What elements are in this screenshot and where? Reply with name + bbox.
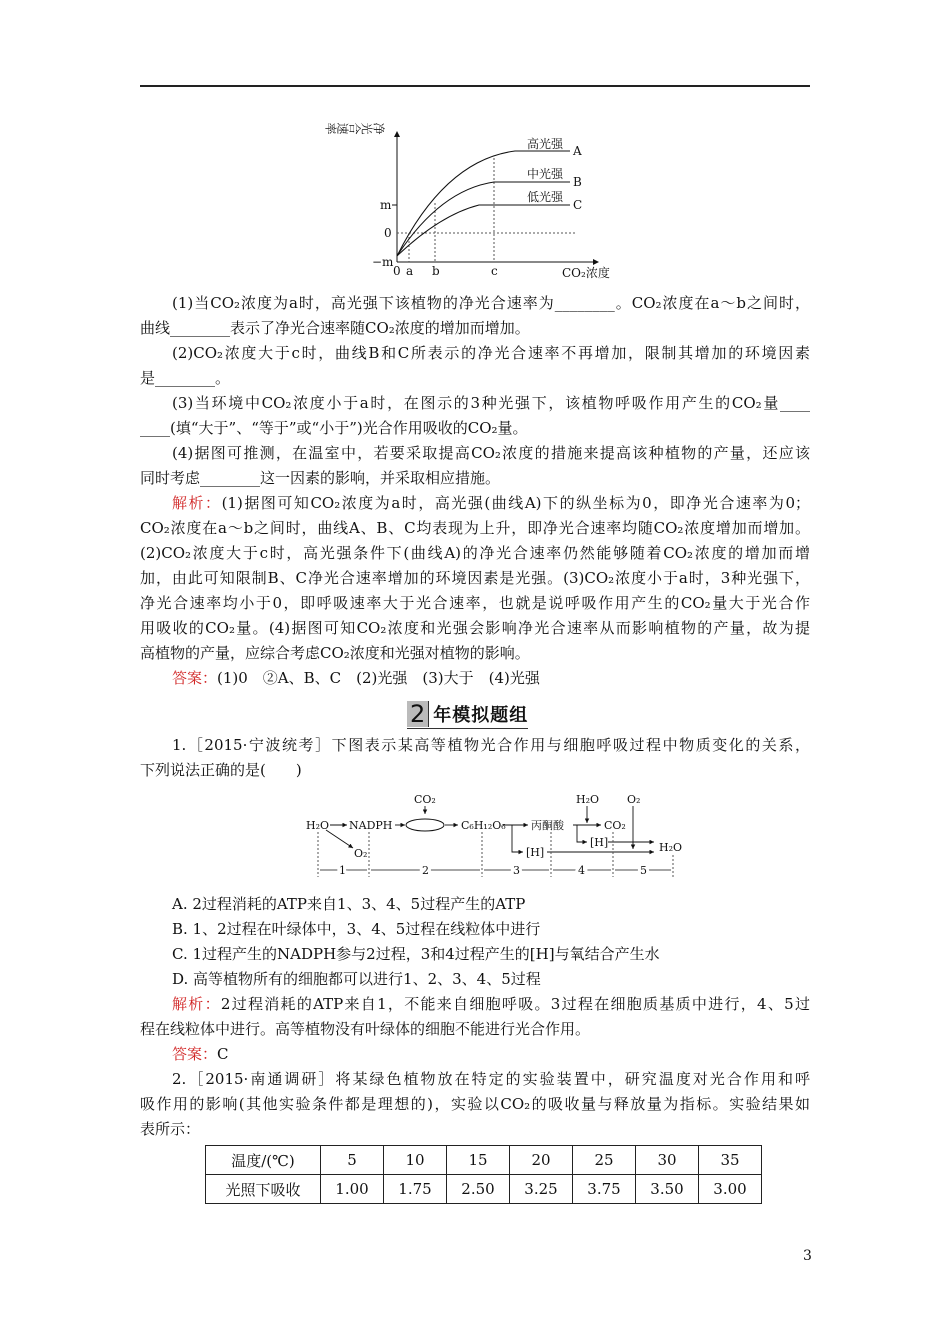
text-line: (3)当环境中CO₂浓度小于a时，在图示的3种光强下，该植物呼吸作用产生的CO₂量____ bbox=[172, 394, 810, 412]
tick-0: 0 bbox=[384, 226, 392, 240]
option-a[interactable]: A. 2过程消耗的ATP来自1、3、4、5过程产生的ATP bbox=[172, 895, 526, 913]
text-line: 加，由此可知限制B、C净光合速率增加的环境因素是光强。(3)CO₂浓度小于a时，3种光强下， bbox=[140, 569, 810, 587]
y-axis-label: 净光合速率 bbox=[325, 121, 385, 135]
table-cell: 3.50 bbox=[636, 1175, 699, 1204]
text-line: 用吸收的CO₂量。(4)据图可知CO₂浓度和光强会影响净光合速率从而影响植物的产量，故为提 bbox=[140, 619, 810, 637]
curve-a-name: A bbox=[573, 144, 582, 158]
text-line: CO₂浓度在a～b之间时，曲线A、B、C均表现为上升，即净光合速率均随CO₂浓度增加而增加。 bbox=[140, 519, 810, 537]
table-cell: 3.75 bbox=[573, 1175, 636, 1204]
text-line: 是________。 bbox=[140, 369, 231, 387]
table-cell: 3.00 bbox=[699, 1175, 762, 1204]
answer-text: (1)0 ②A、B、C (2)光强 (3)大于 (4)光强 bbox=[217, 669, 540, 687]
analysis-label: 解析： bbox=[172, 494, 222, 512]
table-cell: 1.00 bbox=[321, 1175, 384, 1204]
text-line: 下列说法正确的是( ) bbox=[140, 761, 302, 779]
o2-input: O₂ bbox=[627, 793, 641, 806]
tick-c: c bbox=[491, 264, 498, 278]
table-row bbox=[206, 1175, 762, 1204]
stage-4-label: 4 bbox=[578, 864, 585, 877]
table-header-row bbox=[206, 1146, 762, 1175]
text-line: 净光合速率均小于0，即呼吸速率大于光合速率，也就是说呼吸作用产生的CO₂量大于光合作 bbox=[140, 594, 810, 612]
glucose-node: C₆H₁₂O₆ bbox=[461, 819, 506, 832]
analysis-2-first-line bbox=[140, 992, 810, 1017]
text-line: 高植物的产量，应综合考虑CO₂浓度和光强对植物的影响。 bbox=[140, 644, 530, 662]
curve-a-label: 高光强 bbox=[527, 137, 564, 151]
curve-b-label: 中光强 bbox=[527, 167, 564, 181]
text-line: 2.［2015·南通调研］将某绿色植物放在特定的实验装置中，研究温度对光合作用和呼 bbox=[172, 1070, 810, 1088]
table-cell: 温度/(℃) bbox=[206, 1146, 321, 1175]
text-line: 同时考虑________这一因素的影响，并采取相应措施。 bbox=[140, 469, 501, 487]
section-number: 2 bbox=[407, 701, 429, 727]
table-cell: 5 bbox=[321, 1146, 384, 1175]
table-cell: 20 bbox=[510, 1146, 573, 1175]
text-line: (1)据图可知CO₂浓度为a时，高光强(曲线A)下的纵坐标为0，即净光合速率为0； bbox=[221, 494, 810, 512]
text-line: (1)当CO₂浓度为a时，高光强下该植物的净光合速率为________。CO₂浓度在a～b之间时， bbox=[172, 294, 810, 312]
table-cell: 3.25 bbox=[510, 1175, 573, 1204]
text-line: 1.［2015·宁波统考］下图表示某高等植物光合作用与细胞呼吸过程中物质变化的关系， bbox=[172, 736, 810, 754]
curve-b-name: B bbox=[573, 175, 582, 189]
tick-neg-m: −m bbox=[372, 255, 394, 269]
option-d[interactable]: D. 高等植物所有的细胞都可以进行1、2、3、4、5过程 bbox=[172, 970, 541, 988]
table-cell: 2.50 bbox=[447, 1175, 510, 1204]
text-line: 程在线粒体中进行。高等植物没有叶绿体的细胞不能进行光合作用。 bbox=[140, 1020, 591, 1038]
co2-input: CO₂ bbox=[414, 793, 436, 806]
table-cell: 25 bbox=[573, 1146, 636, 1175]
curve-c-label: 低光强 bbox=[527, 190, 564, 204]
h2o-node: H₂O bbox=[306, 819, 330, 832]
question-1-options bbox=[140, 892, 810, 1142]
answer-2 bbox=[140, 1042, 810, 1067]
table-cell: 30 bbox=[636, 1146, 699, 1175]
curve-c-name: C bbox=[573, 198, 583, 212]
text-line: 吸作用的影响(其他实验条件都是理想的)，实验以CO₂的吸收量与释放量为指标。实验结果如 bbox=[140, 1095, 810, 1113]
text-line: (4)据图可推测，在温室中，若要采取提高CO₂浓度的措施来提高该种植物的产量，还应该 bbox=[172, 444, 810, 462]
nadph-node: NADPH bbox=[349, 819, 393, 832]
section-title: 年模拟题组 bbox=[433, 705, 529, 726]
tick-m: m bbox=[380, 198, 392, 212]
stage-3-label: 3 bbox=[513, 864, 520, 877]
answer-label: 答案： bbox=[172, 1045, 218, 1063]
h2o-input: H₂O bbox=[576, 793, 600, 806]
co2-output: CO₂ bbox=[604, 819, 626, 832]
answer-text: C bbox=[217, 1045, 229, 1063]
table-cell: 1.75 bbox=[384, 1175, 447, 1204]
text-line: 2过程消耗的ATP来自1，不能来自细胞呼吸。3过程在细胞质基质中进行，4、5过 bbox=[220, 995, 810, 1013]
text-line: 表所示： bbox=[140, 1120, 201, 1138]
analysis-label: 解析： bbox=[172, 995, 221, 1013]
pyruvate-node: 丙酮酸 bbox=[531, 819, 564, 832]
table-cell: 10 bbox=[384, 1146, 447, 1175]
temperature-table bbox=[205, 1145, 762, 1204]
o2-output: O₂ bbox=[354, 847, 368, 860]
tick-b: b bbox=[432, 264, 440, 278]
text-line: ____(填“大于”、“等于”或“小于”)光合作用吸收的CO₂量。 bbox=[140, 419, 528, 437]
table-cell: 光照下吸收 bbox=[206, 1175, 321, 1204]
stage-1-label: 1 bbox=[339, 864, 346, 877]
table-cell: 15 bbox=[447, 1146, 510, 1175]
text-line: 曲线________表示了净光合速率随CO₂浓度的增加而增加。 bbox=[140, 319, 530, 337]
stage-5-label: 5 bbox=[640, 864, 647, 877]
stage-2-label: 2 bbox=[422, 864, 429, 877]
tick-x0: 0 bbox=[393, 264, 401, 278]
tick-a: a bbox=[406, 264, 414, 278]
page-number: 3 bbox=[803, 1248, 812, 1264]
h-node-stage3: [H] bbox=[526, 846, 545, 859]
answer-label: 答案： bbox=[172, 669, 218, 687]
table-cell: 35 bbox=[699, 1146, 762, 1175]
option-b[interactable]: B. 1、2过程在叶绿体中，3、4、5过程在线粒体中进行 bbox=[172, 920, 541, 938]
h-node-stage4: [H] bbox=[590, 836, 609, 849]
option-c[interactable]: C. 1过程产生的NADPH参与2过程，3和4过程产生的[H]与氧结合产生水 bbox=[172, 945, 660, 963]
h2o-output: H₂O bbox=[659, 841, 683, 854]
x-axis-label: CO₂浓度 bbox=[562, 266, 610, 280]
text-line: (2)CO₂浓度大于c时，高光强条件下(曲线A)的净光合速率仍然能够随着CO₂浓度的增加而增 bbox=[140, 544, 810, 562]
text-line: (2)CO₂浓度大于c时，曲线B和C所表示的净光合速率不再增加，限制其增加的环境因素 bbox=[172, 344, 810, 362]
